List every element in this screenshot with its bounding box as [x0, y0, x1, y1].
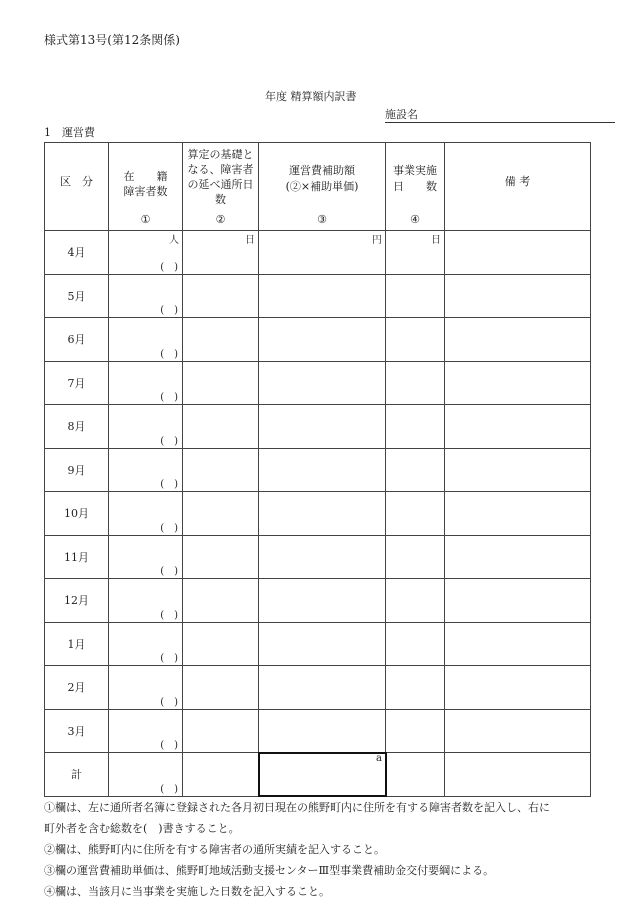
remarks-cell[interactable]: [445, 448, 591, 492]
enrolled-cell[interactable]: [109, 622, 183, 666]
remarks-cell[interactable]: [445, 666, 591, 710]
month-label: 計: [45, 753, 109, 797]
form-number: 様式第13号(第12条関係): [44, 33, 180, 47]
enrolled-cell[interactable]: [109, 579, 183, 623]
month-label: 1月: [45, 622, 109, 666]
table-row: [45, 274, 591, 318]
enrolled-cell[interactable]: [109, 709, 183, 753]
operation-days-cell[interactable]: [386, 579, 445, 623]
operation-days-cell[interactable]: [386, 361, 445, 405]
month-label: 6月: [45, 318, 109, 362]
operation-days-cell[interactable]: [386, 231, 445, 275]
note-1: ①欄は、左に通所者名簿に登録された各月初日現在の熊野町内に住所を有する障害者数を記入し、右に: [44, 801, 550, 814]
facility-name-field: [385, 106, 615, 123]
note-1-cont: 町外者を含む総数を( )書きすること。: [44, 822, 240, 835]
subsidy-cell[interactable]: [259, 492, 386, 536]
unit-label: 日: [245, 235, 255, 246]
total-paren: ( ): [160, 609, 178, 621]
header-category: 区 分: [45, 143, 109, 231]
enrolled-cell[interactable]: [109, 666, 183, 710]
base-days-cell[interactable]: [183, 274, 259, 318]
base-days-cell[interactable]: [183, 492, 259, 536]
table-row: [45, 448, 591, 492]
base-days-cell[interactable]: [183, 666, 259, 710]
table-row: [45, 318, 591, 362]
enrolled-cell[interactable]: [109, 753, 183, 797]
operation-days-cell[interactable]: [386, 709, 445, 753]
table-row: [45, 579, 591, 623]
enrolled-cell[interactable]: [109, 492, 183, 536]
header-enrolled: 在 籍 障害者数 ①: [109, 143, 183, 231]
table-row: [45, 231, 591, 275]
table-row: [45, 666, 591, 710]
subsidy-cell[interactable]: [259, 622, 386, 666]
remarks-cell[interactable]: [445, 622, 591, 666]
subsidy-cell[interactable]: [259, 579, 386, 623]
subsidy-cell[interactable]: [259, 231, 386, 275]
month-label: 11月: [45, 535, 109, 579]
operation-days-cell[interactable]: [386, 274, 445, 318]
total-paren: ( ): [160, 479, 178, 490]
operation-days-cell[interactable]: [386, 753, 445, 797]
table-row: [45, 492, 591, 536]
total-paren: ( ): [160, 305, 178, 316]
table-header-row: [45, 143, 591, 231]
total-paren: ( ): [160, 392, 178, 403]
subsidy-cell[interactable]: [259, 274, 386, 318]
total-paren: ( ): [160, 566, 178, 577]
month-label: 9月: [45, 448, 109, 492]
subsidy-cell[interactable]: [259, 318, 386, 362]
table-row: [45, 361, 591, 405]
base-days-cell[interactable]: [183, 622, 259, 666]
operation-days-cell[interactable]: [386, 318, 445, 362]
note-2: ②欄は、熊野町内に住所を有する障害者の通所実績を記入すること。: [44, 843, 385, 856]
month-label: 2月: [45, 666, 109, 710]
remarks-cell[interactable]: [445, 492, 591, 536]
month-label: 7月: [45, 361, 109, 405]
remarks-cell[interactable]: [445, 753, 591, 797]
remarks-cell[interactable]: [445, 361, 591, 405]
table-row: [45, 405, 591, 449]
subsidy-cell[interactable]: [259, 535, 386, 579]
table-row: [45, 709, 591, 753]
remarks-cell[interactable]: [445, 274, 591, 318]
enrolled-cell[interactable]: [109, 361, 183, 405]
base-days-cell[interactable]: [183, 535, 259, 579]
enrolled-cell[interactable]: [109, 318, 183, 362]
remarks-cell[interactable]: [445, 318, 591, 362]
total-paren: ( ): [160, 435, 178, 447]
enrolled-cell[interactable]: [109, 231, 183, 275]
header-remarks: 備 考: [445, 143, 591, 231]
subsidy-cell[interactable]: [259, 448, 386, 492]
base-days-cell[interactable]: [183, 579, 259, 623]
month-label: 8月: [45, 405, 109, 449]
enrolled-cell[interactable]: [109, 405, 183, 449]
operation-days-cell[interactable]: [386, 666, 445, 710]
enrolled-cell[interactable]: [109, 448, 183, 492]
base-days-cell[interactable]: [183, 709, 259, 753]
total-paren: ( ): [160, 740, 178, 751]
operation-days-cell[interactable]: [386, 448, 445, 492]
subsidy-cell[interactable]: [259, 361, 386, 405]
operation-days-cell[interactable]: [386, 492, 445, 536]
subsidy-cell[interactable]: [259, 666, 386, 710]
total-paren: ( ): [160, 783, 178, 795]
base-days-cell[interactable]: [183, 318, 259, 362]
section-label: 1 運営費: [44, 126, 95, 139]
subsidy-cell[interactable]: [259, 405, 386, 449]
total-paren: ( ): [160, 696, 178, 708]
month-label: 12月: [45, 579, 109, 623]
month-label: 4月: [45, 231, 109, 275]
total-paren: ( ): [160, 261, 178, 273]
subsidy-cell[interactable]: [259, 753, 386, 797]
base-days-cell[interactable]: [183, 448, 259, 492]
subsidy-cell[interactable]: [259, 709, 386, 753]
operation-days-cell[interactable]: [386, 535, 445, 579]
remarks-cell[interactable]: [445, 709, 591, 753]
table-row: [45, 622, 591, 666]
facility-label: 施設名: [385, 108, 418, 121]
operation-days-cell[interactable]: [386, 405, 445, 449]
operation-days-cell[interactable]: [386, 622, 445, 666]
unit-label: 人: [169, 235, 179, 246]
base-days-cell[interactable]: [183, 753, 259, 797]
notes: [44, 797, 604, 902]
base-days-cell[interactable]: [183, 361, 259, 405]
month-label: 5月: [45, 274, 109, 318]
total-mark: a: [376, 753, 382, 764]
remarks-cell[interactable]: [445, 579, 591, 623]
enrolled-cell[interactable]: [109, 274, 183, 318]
header-subsidy: 運営費補助額 (②×補助単価) ③: [259, 143, 386, 231]
table-row: [45, 535, 591, 579]
unit-label: 日: [431, 235, 441, 246]
unit-label: 円: [372, 235, 382, 246]
enrolled-cell[interactable]: [109, 535, 183, 579]
remarks-cell[interactable]: [445, 535, 591, 579]
header-base-days: 算定の基礎と なる、障害者 の延べ通所日 数 ②: [183, 143, 259, 231]
total-paren: ( ): [160, 522, 178, 534]
note-3: ③欄の運営費補助単価は、熊野町地域活動支援センターⅢ型事業費補助金交付要綱による。: [44, 864, 495, 877]
base-days-cell[interactable]: [183, 405, 259, 449]
base-days-cell[interactable]: [183, 231, 259, 275]
month-label: 3月: [45, 709, 109, 753]
document-title: 年度 精算額内訳書: [265, 90, 357, 103]
remarks-cell[interactable]: [445, 405, 591, 449]
header-operation-days: 事業実施 日 数 ④: [386, 143, 445, 231]
total-paren: ( ): [160, 653, 178, 664]
table-row: [45, 753, 591, 797]
remarks-cell[interactable]: [445, 231, 591, 275]
month-label: 10月: [45, 492, 109, 536]
note-4: ④欄は、当該月に当事業を実施した日数を記入すること。: [44, 885, 330, 898]
total-paren: ( ): [160, 348, 178, 360]
settlement-table: [44, 142, 591, 797]
